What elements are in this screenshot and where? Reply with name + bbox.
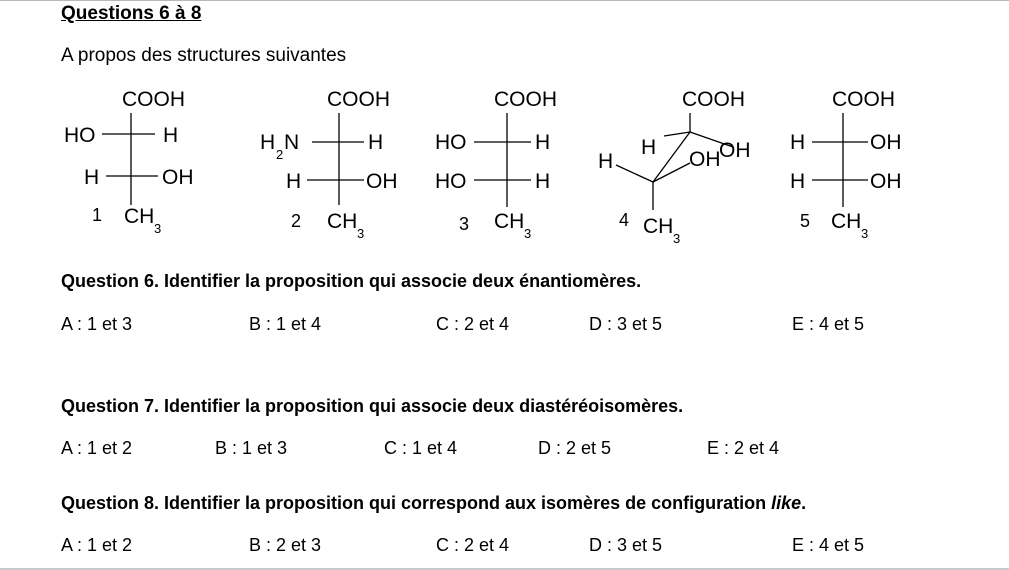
structure-4-lower-h: H [598, 150, 614, 173]
question-7-answer-b[interactable]: B : 1 et 3 [215, 438, 288, 458]
structure-5-bottom: CH [831, 210, 862, 233]
structure-4-bottom-sub: 3 [673, 231, 681, 246]
structure-1-top: COOH [122, 88, 185, 111]
structure-4-upper-oh: OH [719, 139, 751, 162]
question-7-answer-d[interactable]: D : 2 et 5 [538, 438, 612, 458]
structure-1-row1-right: H [163, 124, 179, 147]
structure-4-bottom: CH [643, 215, 674, 238]
structure-3-top: COOH [494, 88, 557, 111]
structure-2-bottom: CH [327, 210, 358, 233]
structure-1 [64, 88, 194, 236]
question-8-answer-e[interactable]: E : 4 et 5 [792, 535, 865, 555]
structure-1-row1-left: HO [64, 124, 96, 147]
structure-1-row2-right: OH [162, 166, 194, 189]
structure-1-bottom: CH [124, 205, 155, 228]
structure-5-row2-left: H [790, 170, 806, 193]
structure-2-row1-right: H [368, 131, 384, 154]
structure-2-row2-left: H [286, 170, 302, 193]
structure-5-number: 5 [800, 211, 811, 231]
structure-5-row2-right: OH [870, 170, 902, 193]
question-6-answer-e[interactable]: E : 4 et 5 [792, 314, 865, 334]
structure-4-top: COOH [682, 88, 745, 111]
structures-figure [0, 0, 1009, 250]
structure-2-row1-left: H [260, 131, 276, 154]
structure-4-upper-h: H [641, 136, 657, 159]
structure-3-row1-left: HO [435, 131, 467, 154]
structure-5-row1-right: OH [870, 131, 902, 154]
question-8-text-main: Question 8. Identifier la proposition qui correspond aux isomères de configuration [61, 493, 772, 513]
structure-4-number: 4 [619, 210, 630, 230]
question-6-answer-b[interactable]: B : 1 et 4 [249, 314, 322, 334]
structure-1-row2-left: H [84, 166, 100, 189]
page-heading: Questions 6 à 8 [61, 3, 202, 24]
structure-5-bottom-sub: 3 [861, 226, 869, 241]
question-7-answer-e[interactable]: E : 2 et 4 [707, 438, 780, 458]
structure-3 [435, 88, 557, 241]
question-8-text [61, 493, 806, 514]
structure-3-row2-right: H [535, 170, 551, 193]
structure-3-row2-left: HO [435, 170, 467, 193]
question-8-text-end: . [801, 493, 807, 513]
structure-2-number: 2 [291, 211, 302, 231]
intro-text: A propos des structures suivantes [61, 45, 347, 66]
structure-3-bottom-sub: 3 [524, 226, 532, 241]
structure-1-bottom-sub: 3 [154, 221, 162, 236]
structure-3-bottom: CH [494, 210, 525, 233]
structure-1-number: 1 [92, 205, 103, 225]
question-6-answer-a[interactable]: A : 1 et 3 [61, 314, 133, 334]
question-7-text: Question 7. Identifier la proposition qui associe deux diastéréoisomères. [61, 396, 684, 416]
question-7-answer-a[interactable]: A : 1 et 2 [61, 438, 133, 458]
question-7-answer-c[interactable]: C : 1 et 4 [384, 438, 458, 458]
question-8-answer-c[interactable]: C : 2 et 4 [436, 535, 510, 555]
structure-2-row1-left-tail: N [284, 131, 300, 154]
question-6-answer-c[interactable]: C : 2 et 4 [436, 314, 510, 334]
structure-2 [260, 88, 398, 241]
structure-5 [790, 88, 902, 241]
structure-2-row2-right: OH [366, 170, 398, 193]
question-8-answer-b[interactable]: B : 2 et 3 [249, 535, 322, 555]
question-6-answer-d[interactable]: D : 3 et 5 [589, 314, 663, 334]
structure-3-number: 3 [459, 214, 470, 234]
structure-2-top: COOH [327, 88, 390, 111]
structure-3-row1-right: H [535, 131, 551, 154]
structure-4-lower-oh: OH [689, 148, 721, 171]
structure-2-bottom-sub: 3 [357, 226, 365, 241]
structure-2-row1-left-sub: 2 [276, 147, 284, 162]
structure-4 [598, 88, 751, 246]
structure-5-top: COOH [832, 88, 895, 111]
question-8-answer-a[interactable]: A : 1 et 2 [61, 535, 133, 555]
question-8-answer-d[interactable]: D : 3 et 5 [589, 535, 663, 555]
question-6-text: Question 6. Identifier la proposition qui associe deux énantiomères. [61, 271, 642, 291]
question-8-text-like: like [771, 493, 802, 513]
structure-5-row1-left: H [790, 131, 806, 154]
